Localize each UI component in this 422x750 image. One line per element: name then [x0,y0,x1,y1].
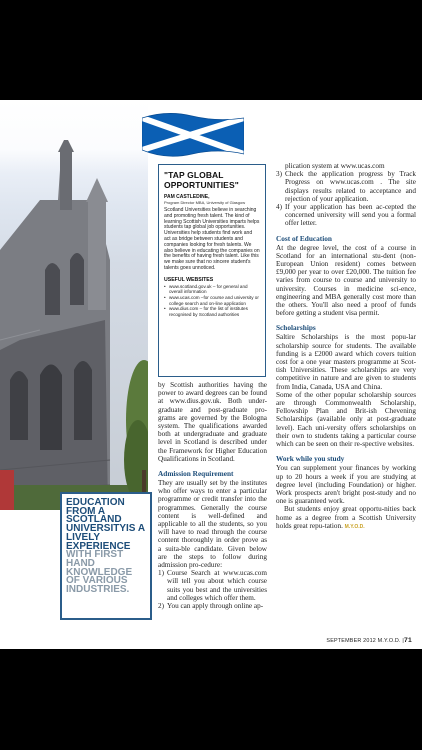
tree-illustration [122,350,148,510]
page-footer [326,637,412,644]
quote-role: Program Director MBA, University of Glasgow [164,200,246,205]
list-item [276,203,416,228]
list-item [158,602,267,610]
list-text: If your application has been ac-cepted the concerned university will send you a formal offer letter. [285,203,416,228]
paragraph: They are usually set by the institutes who offer ways to enter a particular programme or credit transfer into the programmes. Generally the course content is well-defined and applicable to all the students, so you will have to read through the course content thoroughly in order prove as a suita-ble candidate. Given below are the steps to follow during admission pro-cedure: [158,479,267,570]
paragraph: plication system at www.ucas.com [285,162,385,170]
section-heading-work: Work while you study [276,454,345,464]
church-photo [0,100,148,510]
list-text: You can apply through online ap- [167,602,264,611]
scotland-flag-icon [142,110,244,158]
list-text: Check the application progress by Track Progress on www.ucas.com . The site displays results related to acceptance and rejection of your application. [285,170,416,203]
list-number: 1) [158,569,164,578]
pull-quote-light: WITH FIRST HAND KNOWLEDGE OF VARIOUS INDUSTRIES. [66,549,133,596]
section-heading-scholarships: Scholarships [276,323,316,333]
paragraph: You can supplement your finances by working up to 20 hours a week if you are studying at degree level (including Foundation) or higher. Work prospects aren't bright post-study and no one is guaranteed work. [276,464,416,506]
website-item: • www.scotland.gov.uk – for general and overall information [164,284,260,295]
paragraph-text: But students enjoy great opportu-nities back home as a degree from a Scottish University holds great repu-tation. [276,505,416,530]
useful-websites-title: USEFUL WEBSITES [164,276,214,283]
paragraph: Some of the other popular scholarship sources are through Commonwealth Scholarship, Fellowship Plan and Brit-ish Chevening Scholarships (available only at post-graduate level). Each uni-versity offers scholarships on their own to students taking a particular course which can be seen on their re-spective websites. [276,390,416,449]
section-heading-admission: Admission Requirement [158,469,234,479]
quote-title: "TAP GLOBAL OPPORTUNITIES" [164,170,239,190]
section-heading-cost: Cost of Education [276,233,332,243]
paragraph: Saltire Scholarships is the most popu-lar scholarship source for students. The available funding is a £2000 award which covers tuition cost for a one year masters programme at Scot-tish Universities. These scholarships are very competitive in nature and are given to students from India, Canada, USA and China. [276,333,416,391]
pull-quote [60,492,152,620]
quote-text: Scotland Universities believe in searching and promoting fresh talent. The kind of learning Scottish Universities imparts helps students tap global job opportunities. Universities help students find work and act as bridge between students and companies looking for fresh talents. We also believe in educating the companies on the benefits of having fresh talent. Like this we make sure that no sincere student's talents goes unnoticed. [164,207,260,271]
list-item [276,170,416,203]
page-number: 71 [404,637,412,644]
paragraph: by Scottish authorities having the power to award degrees can be found at www.dius.gov.uk. Both under-graduate and post-graduate pro-grams are governed by the Bologna system. The qualifications awarded both at undergraduate and graduate level in Scotland is described under the Framework for Higher Education Qualifications in Scotland. [158,381,267,463]
column-1 [158,381,267,610]
end-mark: M.Y.O.D. [344,523,365,530]
website-item: • www.dius.com – for the list of institutes recognised by Scotland authorities [164,306,260,317]
list-number: 2) [158,602,164,611]
list-number: 4) [276,203,282,212]
list-text: Course Search at www.ucas.com will tell you about which course suits you best and the universities and colleges which offer them. [167,569,267,602]
footer-text: SEPTEMBER 2012 M.Y.O.D. | [326,638,405,644]
useful-websites-list [164,284,260,318]
website-item: • www.ucas.com –for course and university or college search and on-line application [164,295,260,306]
paragraph [276,505,416,531]
pull-quote-dark: EDUCATION FROM A SCOTLAND UNIVERSITYIS A LIVELY EXPERIENCE [66,497,145,552]
list-number: 3) [276,170,282,179]
quote-author: PAM CASTLEDINE, [164,194,210,200]
quote-sidebar [158,164,266,377]
magazine-page [0,100,422,649]
list-item [158,569,267,602]
column-2 [276,162,416,531]
paragraph: At the degree level, the cost of a course in Scotland for an international stu-dent (non-European Union resident) comes between £9,000 per year to over £20,000. The tuition fee varies from course to course and university to university. Courses in medicine sci-ence, engineering and MBA generally cost more than the others. You'll also need a proof of funds before getting a student visa permit. [276,243,416,318]
